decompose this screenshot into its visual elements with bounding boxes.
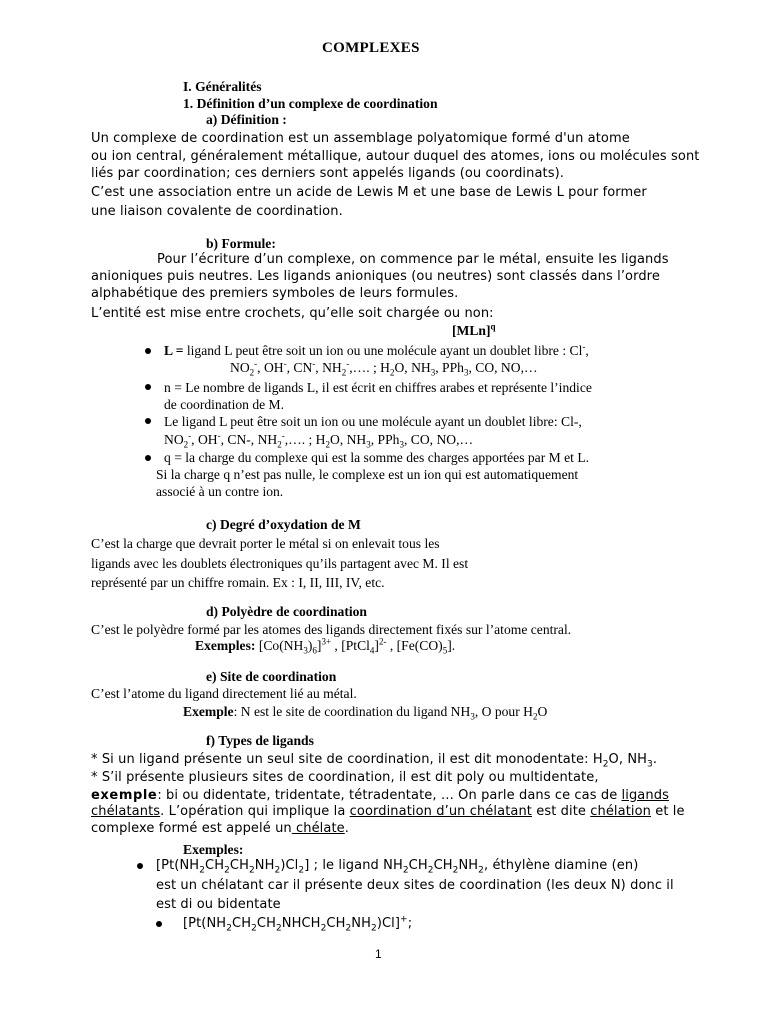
bullet-charge-definition: q = la charge du complexe qui est la somme des charges apportées par M et L. (164, 450, 590, 465)
site-example: Exemple: N est le site de coordination du ligand $NH_3$, O pour $H_2O$ (183, 704, 548, 722)
example-line: est un chélatant car il présente deux sites de coordination (les deux N) donc il (156, 878, 674, 893)
definition-line: Un complexe de coordination est un assemblage polyatomique formé d'un atome (91, 131, 630, 146)
oxidation-heading: c) Degré d’oxydation de M (206, 517, 361, 532)
page-number: 1 (375, 947, 382, 961)
definition-line: ou ion central, généralement métallique, autour duquel des atomes, ions ou molécules sont (91, 149, 700, 164)
formula-line: anioniques puis neutres. Les ligands anioniques (ou neutres) sont classés dans l’ordre (91, 269, 660, 284)
bullet-n-definition: n = Le nombre de ligands L, il est écrit en chiffres arabes et représente l’indice (164, 380, 592, 395)
formula-heading: b) Formule: (206, 236, 276, 251)
site-heading: e) Site de coordination (206, 669, 337, 684)
ligand-types-line: chélatants. L’opération qui implique la coordination d’un chélatant est dite chélation et le (91, 804, 685, 819)
definition-line: C’est une association entre un acide de Lewis M et une base de Lewis L pour former (91, 185, 647, 200)
general-formula: [MLn]$^q$ (452, 321, 496, 338)
oxidation-line: C’est la charge que devrait porter le métal si on enlevait tous les (91, 536, 440, 551)
bullet-charge-definition: associé à un contre ion. (156, 484, 284, 499)
bullet-dot (145, 348, 151, 354)
example-line: est di ou bidentate (156, 897, 281, 912)
formula-line: L’entité est mise entre crochets, qu’elle soit chargée ou non: (91, 306, 494, 321)
polyhedron-heading: d) Polyèdre de coordination (206, 604, 367, 619)
definition-line: une liaison covalente de coordination. (91, 204, 343, 219)
ligand-types-line: * S’il présente plusieurs sites de coordination, il est dit poly ou multidentate, (91, 770, 599, 785)
ligand-examples: $NO_2^-$, OH-, CN-, $NH_2^-,\dots$. ; $H_2O$, $NH_3$, PPh$_3$, CO, NO,… (230, 358, 538, 378)
ligand-types-line: * Si un ligand présente un seul site de coordination, il est dit monodentate: $H_2O$, $NH_3$. (91, 752, 658, 770)
definition-heading: a) Définition : (206, 112, 287, 127)
document-title: COMPLEXES (322, 40, 420, 56)
polyhedron-line: C’est le polyèdre formé par les atomes des ligands directement fixés sur l’atome central. (91, 622, 572, 637)
oxidation-line: ligands avec les doublets électroniques qu’ils partagent avec M. Il est (91, 556, 469, 571)
ligand-types-heading: f) Types de ligands (206, 733, 314, 748)
oxidation-line: représenté par un chiffre romain. Ex : I, II, III, IV, etc. (91, 575, 385, 590)
section-heading: I. Généralités (183, 79, 262, 94)
bullet-charge-definition: Si la charge q n’est pas nulle, le complexe est un ion qui est automatiquement (156, 467, 579, 482)
bullet-n-definition: de coordination de M. (164, 397, 285, 412)
formula-line: Pour l’écriture d’un complexe, on commence par le métal, ensuite les ligands (157, 252, 669, 267)
site-line: C’est l’atome du ligand directement lié au métal. (91, 686, 357, 701)
ligand-examples: $NO_2^-$, OH-, CN-, $NH_2^-,\dots$. ; $H_2O$, $NH_3$, PPh$_3$, CO, NO,… (164, 430, 474, 450)
bullet-ligand-repeat: Le ligand L peut être soit un ion ou une molécule ayant un doublet libre: Cl-, (164, 414, 582, 429)
ligand-types-line: complexe formé est appelé un chélate. (91, 821, 349, 836)
definition-line: liés par coordination; ces derniers sont appelés ligands (ou coordinats). (91, 166, 565, 181)
bullet-dot (145, 384, 151, 390)
bullet-dot (145, 455, 151, 461)
example-line: $[Pt(NH_2CH_2CH_2NHCH_2CH_2NH_2)Cl]^+$; (183, 914, 413, 934)
ligand-types-line: exemple: bi ou didentate, tridentate, tétradentate, … On parle dans ce cas de ligands (91, 788, 669, 803)
polyhedron-examples: Exemples: $[Co(NH_3)_6]^{3+}$ , [PtCl$_4$]$^{2-}$ , $[Fe(CO)_5]$. (195, 636, 456, 656)
bullet-dot (137, 863, 143, 869)
formula-line: alphabétique des premiers symboles de leurs formules. (91, 286, 459, 301)
bullet-dot (145, 418, 151, 424)
bullet-ligand-definition: L = ligand L peut être soit un ion ou une molécule ayant un doublet libre : Cl-, (164, 341, 589, 358)
example-line: $[Pt(NH_2CH_2CH_2NH_2)Cl_2]$ ; le ligand $NH_2CH_2CH_2NH_2$, éthylène diamine (en) (156, 858, 639, 876)
examples-heading: Exemples: (183, 842, 244, 857)
bullet-dot (156, 921, 162, 927)
subsection-heading: 1. Définition d’un complexe de coordination (183, 96, 438, 111)
